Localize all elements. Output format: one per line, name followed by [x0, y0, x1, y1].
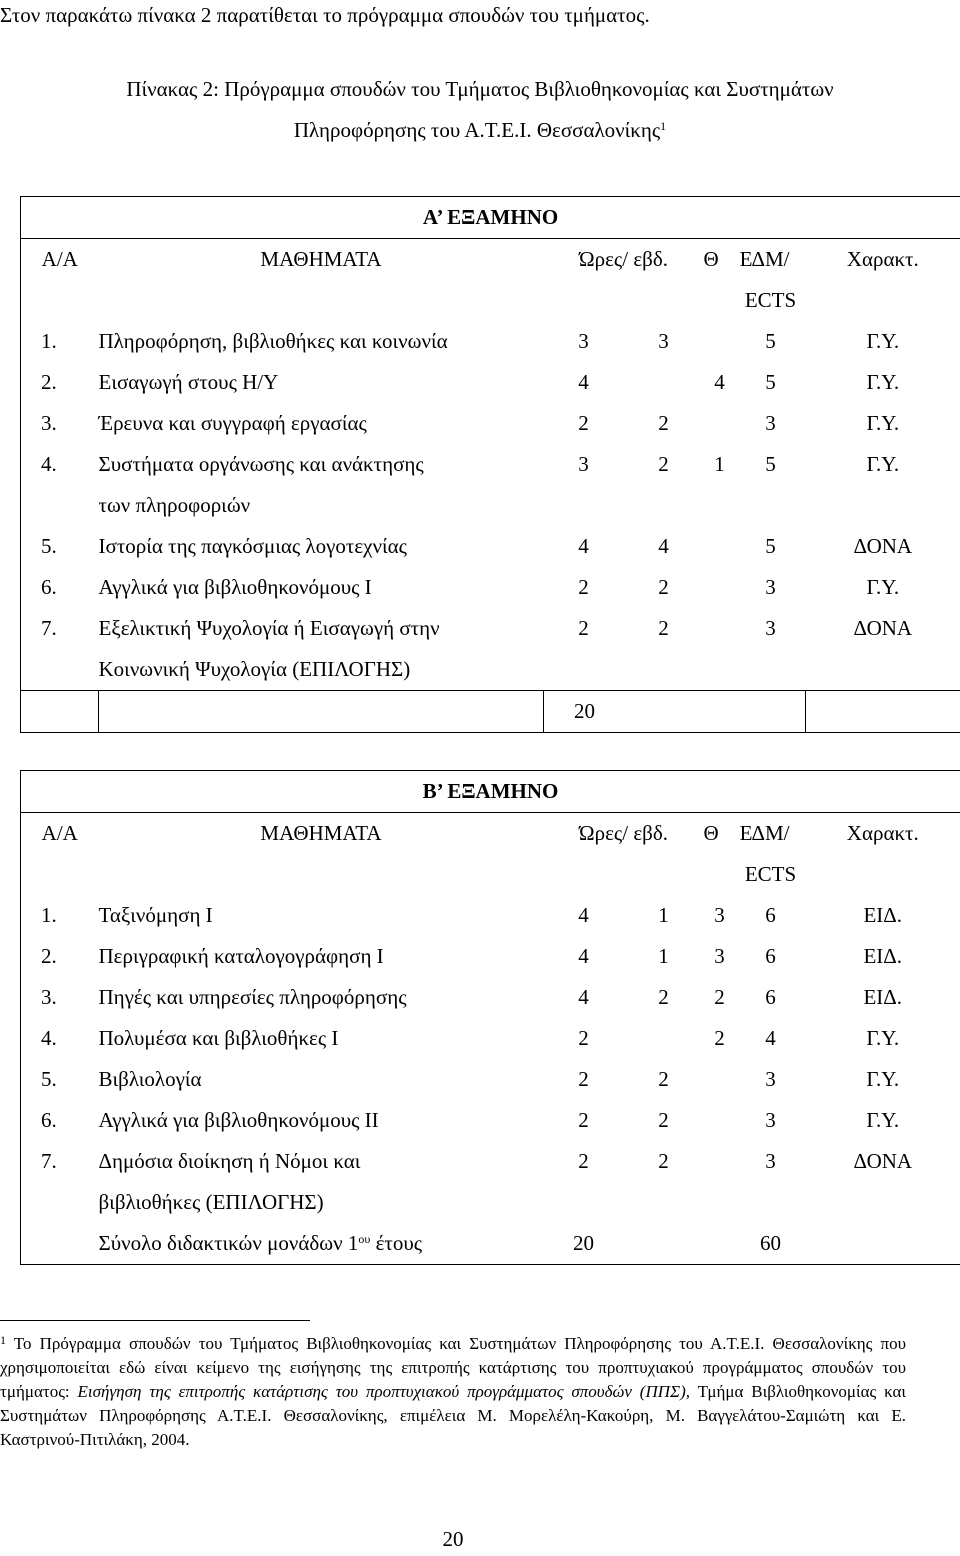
course-type: ΔΟΝΑ [806, 1141, 960, 1182]
theory-hours [624, 1018, 704, 1059]
theory-hours: 2 [658, 1108, 669, 1132]
course-type: Γ.Υ. [806, 1100, 960, 1141]
empty-cell [806, 1223, 960, 1265]
table-row [21, 321, 960, 362]
table-row [21, 1141, 960, 1182]
header-type: Χαρακτ. [806, 813, 960, 855]
credit-units: 3 [765, 575, 776, 599]
lab-hours: 4 [714, 370, 725, 394]
credit-units: 3 [765, 411, 776, 435]
course-name: Πηγές και υπηρεσίες πληροφόρησης [98, 985, 407, 1009]
table-row [21, 403, 960, 444]
header-theta: Θ [703, 821, 719, 845]
footnote-text-1: Το Πρόγραμμα σπουδών του Τμήματος Βιβλιοθηκονομίας και Συστημάτων Πληροφόρησης του Α.Τ.Ε.Ι. Θεσσαλονίκης που χρησιμοποιείται εδώ είναι κείμενο της εισήγησης της επιτροπής κατάρτισης του προπτυχιακού προγράμματος σπουδών του τμήματος: [0, 1334, 906, 1401]
footnote-rule [0, 1320, 310, 1321]
credit-units: 3 [765, 1149, 776, 1173]
credit-units: 5 [765, 329, 776, 353]
credit-units: 5 [765, 452, 776, 476]
header-theta-e [703, 239, 753, 281]
lab-hours [704, 1100, 736, 1141]
lab-hours [704, 403, 736, 444]
header-hours: Ώρες/ εβδ. [579, 821, 668, 845]
footnote [0, 1332, 906, 1452]
header-e: Ε [739, 247, 753, 271]
hours-per-week: 4 [578, 944, 589, 968]
course-name: Αγγλικά για βιβλιοθηκονόμους Ι [98, 575, 372, 599]
row-number: 3. [21, 977, 99, 1018]
course-name: Περιγραφική καταλογογράφηση Ι [98, 944, 384, 968]
course-type: Γ.Υ. [806, 403, 960, 444]
lab-hours [704, 608, 736, 649]
hours-per-week: 3 [578, 329, 589, 353]
header-aa: Α/Α [21, 239, 99, 281]
caption-text: Πληροφόρησης του Α.Τ.Ε.Ι. Θεσσαλονίκης [293, 118, 661, 142]
empty-cell [99, 691, 544, 733]
theory-hours: 1 [658, 944, 669, 968]
total-label-text: Σύνολο διδακτικών μονάδων 1 [98, 1231, 359, 1255]
total-hours: 20 [544, 1223, 624, 1265]
row-number: 5. [21, 1059, 99, 1100]
semester-a-title: Α’ ΕΞΑΜΗΝΟ [21, 197, 960, 239]
table-row [21, 567, 960, 608]
empty-cell [544, 485, 624, 526]
header-ects: ECTS [744, 288, 797, 312]
total-hours: 20 [544, 691, 806, 733]
hours-per-week: 3 [578, 452, 589, 476]
lab-hours [704, 1141, 736, 1182]
lab-hours [704, 1059, 736, 1100]
table-row [21, 895, 960, 936]
footnote-italic-title: Εισήγηση της επιτροπής κατάρτισης του προπτυχιακού προγράμματος σπουδών (ΠΠΣ), [77, 1382, 691, 1401]
row-number: 2. [21, 936, 99, 977]
empty-cell [21, 649, 99, 691]
credit-units: 4 [765, 1026, 776, 1050]
theory-hours: 2 [658, 452, 669, 476]
total-label-suffix: έτους [370, 1231, 423, 1255]
course-type: Γ.Υ. [806, 567, 960, 608]
theory-hours: 2 [658, 1149, 669, 1173]
total-label-ordinal: ου [358, 1232, 371, 1246]
lab-hours: 3 [714, 944, 725, 968]
course-name: Πολυμέσα και βιβλιοθήκες Ι [98, 1026, 339, 1050]
credit-units: 6 [765, 903, 776, 927]
header-courses: ΜΑΘΗΜΑΤΑ [260, 247, 382, 271]
course-name: Εξελικτική Ψυχολογία ή Εισαγωγή στην [98, 616, 440, 640]
row-number: 6. [21, 1100, 99, 1141]
empty-cell [21, 485, 99, 526]
header-courses: ΜΑΘΗΜΑΤΑ [260, 821, 382, 845]
table-row-continuation [21, 649, 960, 691]
table-row [21, 362, 960, 403]
lab-hours [704, 526, 736, 567]
total-row [21, 691, 960, 733]
theory-hours: 2 [658, 1067, 669, 1091]
header-type: Χαρακτ. [806, 239, 960, 281]
page-number: 20 [442, 1527, 464, 1551]
total-ects: 60 [736, 1223, 806, 1265]
hours-per-week: 2 [578, 1026, 589, 1050]
row-number: 7. [21, 1141, 99, 1182]
total-row [21, 1223, 960, 1265]
header-dm-label: ΔΜ/ [751, 247, 790, 271]
course-name-continued: βιβλιοθήκες (ΕΠΙΛΟΓΗΣ) [98, 1190, 324, 1214]
lab-hours: 2 [714, 985, 725, 1009]
row-number: 6. [21, 567, 99, 608]
course-name: Ιστορία της παγκόσμιας λογοτεχνίας [98, 534, 407, 558]
course-name: Εισαγωγή στους Η/Υ [98, 370, 279, 394]
hours-per-week: 4 [578, 534, 589, 558]
course-name: Πληροφόρηση, βιβλιοθήκες και κοινωνία [98, 329, 448, 353]
theory-hours: 2 [658, 411, 669, 435]
table-row [21, 444, 960, 485]
header-aa: Α/Α [21, 813, 99, 855]
theory-hours: 1 [658, 903, 669, 927]
row-number: 4. [21, 1018, 99, 1059]
table-caption-line1: Πίνακας 2: Πρόγραμμα σπουδών του Τμήματος Βιβλιοθηκονομίας και Συστημάτων [126, 77, 834, 101]
credit-units: 3 [765, 1067, 776, 1091]
empty-cell [704, 1223, 736, 1265]
theory-hours: 3 [658, 329, 669, 353]
hours-per-week: 2 [578, 575, 589, 599]
semester-b-title: Β’ ΕΞΑΜΗΝΟ [21, 771, 960, 813]
semester-a-table [20, 196, 960, 733]
empty-cell [544, 649, 624, 691]
theory-hours: 2 [658, 616, 669, 640]
lab-hours [704, 321, 736, 362]
course-name: Ταξινόμηση Ι [98, 903, 213, 927]
credit-units: 5 [765, 534, 776, 558]
empty-cell [806, 1182, 960, 1223]
lab-hours: 3 [714, 903, 725, 927]
lab-hours [704, 567, 736, 608]
row-number: 1. [21, 895, 99, 936]
empty-cell [704, 649, 736, 691]
table-caption-line2 [0, 117, 960, 143]
table-row [21, 936, 960, 977]
header-ects: ECTS [744, 862, 797, 886]
lab-hours: 2 [714, 1026, 725, 1050]
hours-per-week: 2 [578, 616, 589, 640]
lab-hours: 1 [714, 452, 725, 476]
course-name-continued: των πληροφοριών [98, 493, 251, 517]
course-type: ΕΙΔ. [806, 936, 960, 977]
empty-cell [624, 1182, 704, 1223]
table-row [21, 1059, 960, 1100]
course-name: Βιβλιολογία [98, 1067, 202, 1091]
hours-per-week: 4 [578, 985, 589, 1009]
empty-cell [806, 485, 960, 526]
course-type: ΔΟΝΑ [806, 608, 960, 649]
table-row [21, 1100, 960, 1141]
course-type: Γ.Υ. [806, 1059, 960, 1100]
theory-hours [624, 362, 704, 403]
table-row [21, 608, 960, 649]
row-number: 3. [21, 403, 99, 444]
empty-cell [624, 649, 704, 691]
row-number: 7. [21, 608, 99, 649]
hours-per-week: 2 [578, 1149, 589, 1173]
course-name-continued: Κοινωνική Ψυχολογία (ΕΠΙΛΟΓΗΣ) [98, 657, 411, 681]
header-dm-label: ΔΜ/ [751, 821, 790, 845]
hours-per-week: 2 [578, 411, 589, 435]
theory-hours: 4 [658, 534, 669, 558]
credit-units: 3 [765, 616, 776, 640]
course-type: Γ.Υ. [806, 362, 960, 403]
footnote-text-2: Τμήμα Βιβλιοθηκονομίας και Συστημάτων Πληροφόρησης Α.Τ.Ε.Ι. Θεσσαλονίκης, επιμέλεια Μ. Μορελέλη-Κακούρη, Μ. Βαγγελάτου-Σαμιώτη και Ε. Καστρινού-Πιτιλάκη, 2004. [0, 1382, 906, 1449]
credit-units: 6 [765, 944, 776, 968]
course-name: Έρευνα και συγγραφή εργασίας [98, 411, 367, 435]
footnote-ref: 1 [660, 119, 667, 133]
row-number: 5. [21, 526, 99, 567]
hours-per-week: 4 [578, 370, 589, 394]
course-type: ΔΟΝΑ [806, 526, 960, 567]
table-row [21, 1018, 960, 1059]
empty-cell [544, 1182, 624, 1223]
credit-units: 6 [765, 985, 776, 1009]
credit-units: 3 [765, 1108, 776, 1132]
course-type: Γ.Υ. [806, 444, 960, 485]
empty-cell [806, 691, 960, 733]
empty-cell [736, 1182, 806, 1223]
semester-b-table [20, 770, 960, 1265]
row-number: 1. [21, 321, 99, 362]
row-number: 4. [21, 444, 99, 485]
theory-hours: 2 [658, 985, 669, 1009]
table-row [21, 977, 960, 1018]
course-type: ΕΙΔ. [806, 977, 960, 1018]
course-type: Γ.Υ. [806, 1018, 960, 1059]
course-name: Δημόσια διοίκηση ή Νόμοι και [98, 1149, 361, 1173]
empty-cell [21, 1182, 99, 1223]
header-e: Ε [739, 821, 753, 845]
header-hours: Ώρες/ εβδ. [579, 247, 668, 271]
empty-cell [21, 691, 99, 733]
empty-cell [624, 485, 704, 526]
footnote-number: 1 [0, 1333, 6, 1347]
table-row [21, 526, 960, 567]
course-name: Συστήματα οργάνωσης και ανάκτησης [98, 452, 424, 476]
total-label [99, 1223, 544, 1265]
header-theta-e [703, 813, 753, 855]
course-type: ΕΙΔ. [806, 895, 960, 936]
course-name: Αγγλικά για βιβλιοθηκονόμους ΙΙ [98, 1108, 379, 1132]
empty-cell [624, 1223, 704, 1265]
hours-per-week: 2 [578, 1108, 589, 1132]
course-type: Γ.Υ. [806, 321, 960, 362]
credit-units: 5 [765, 370, 776, 394]
table-row-continuation [21, 1182, 960, 1223]
header-theta: Θ [703, 247, 719, 271]
intro-sentence: Στον παρακάτω πίνακα 2 παρατίθεται το πρόγραμμα σπουδών του τμήματος. [0, 3, 650, 27]
empty-cell [21, 1223, 99, 1265]
theory-hours: 2 [658, 575, 669, 599]
empty-cell [704, 1182, 736, 1223]
empty-cell [736, 485, 806, 526]
empty-cell [806, 649, 960, 691]
row-number: 2. [21, 362, 99, 403]
table-row-continuation [21, 485, 960, 526]
hours-per-week: 2 [578, 1067, 589, 1091]
empty-cell [704, 485, 736, 526]
hours-per-week: 4 [578, 903, 589, 927]
empty-cell [736, 649, 806, 691]
